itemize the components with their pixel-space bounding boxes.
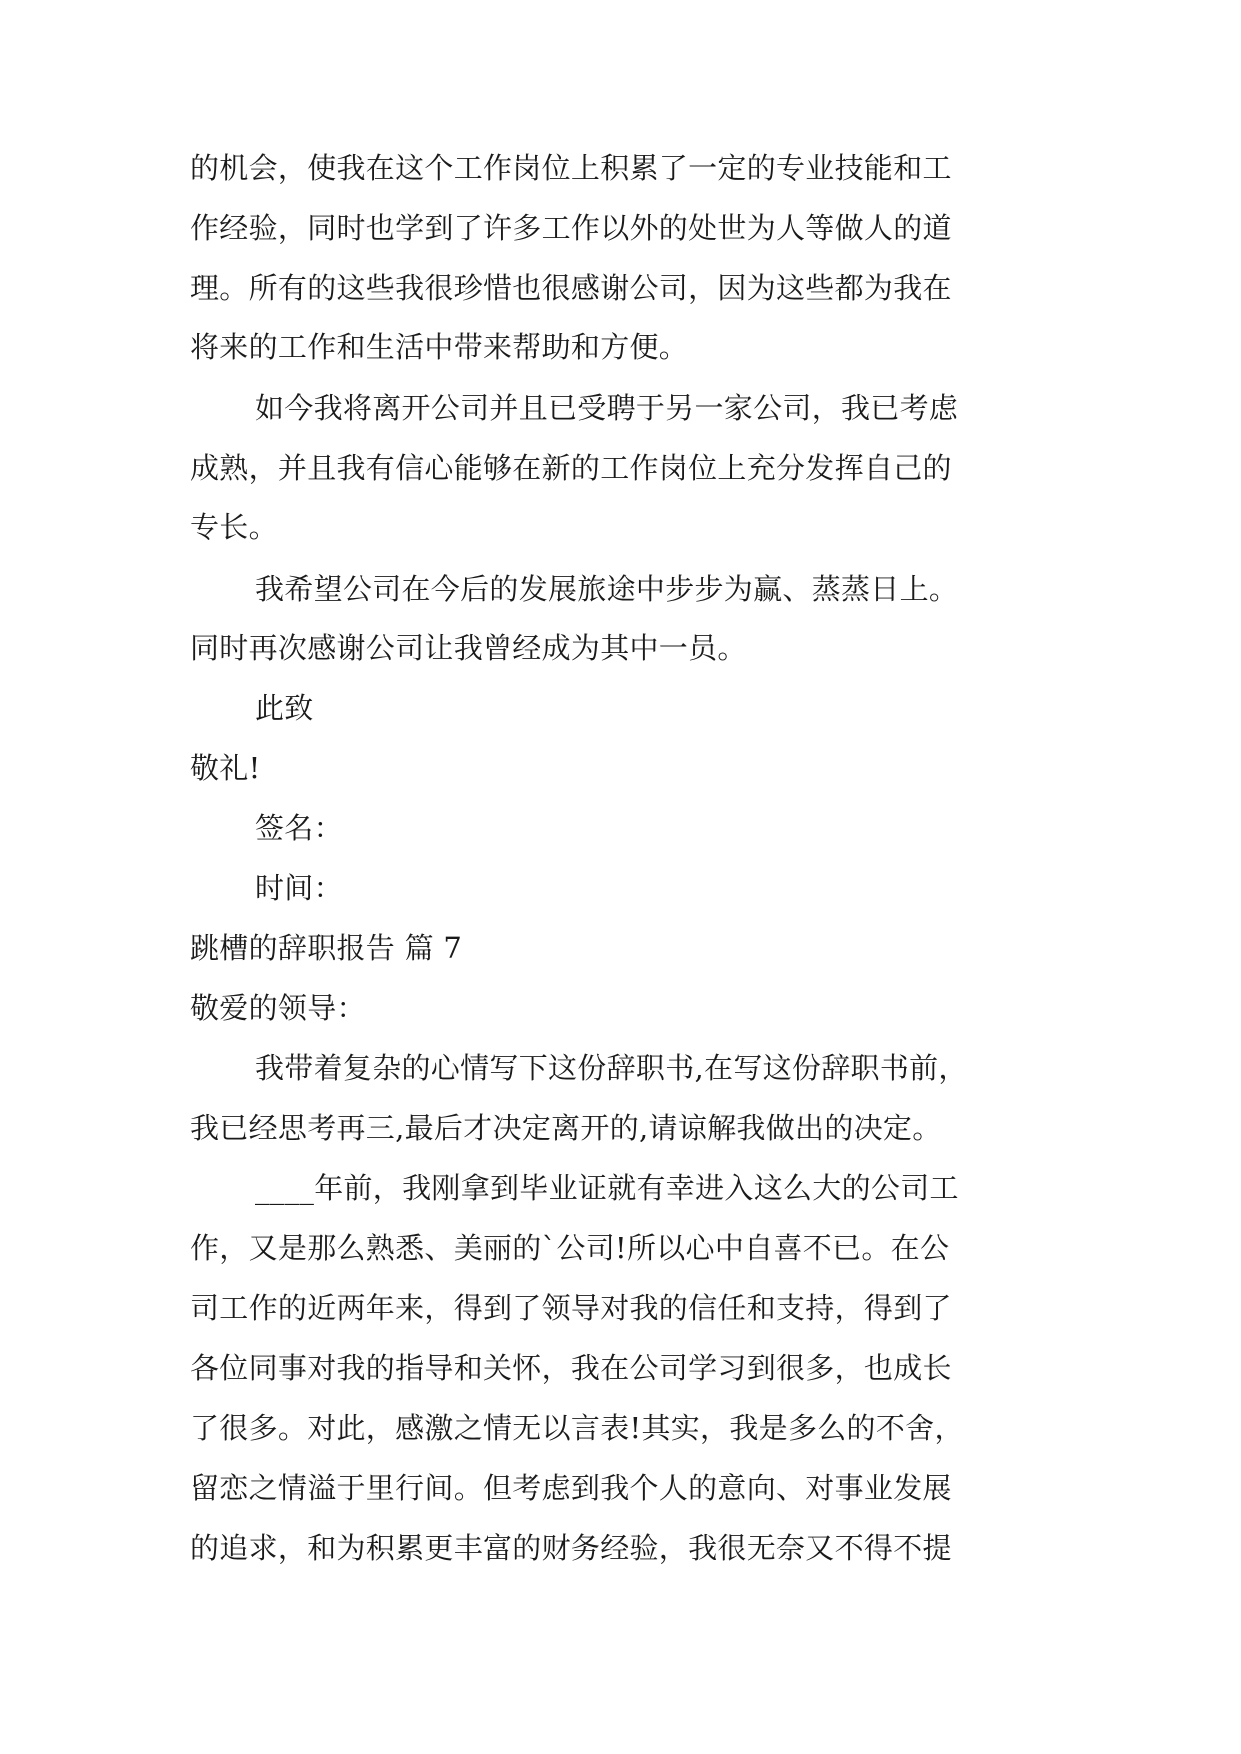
paragraph-first-line: ____年前，我刚拿到毕业证就有幸进入这么大的公司工	[255, 1171, 959, 1205]
text-line: 司工作的近两年来，得到了领导对我的信任和支持，得到了	[190, 1291, 952, 1325]
text-line: 作，又是那么熟悉、美丽的`公司!所以心中自喜不已。在公	[190, 1231, 950, 1265]
text-line: 的追求，和为积累更丰富的财务经验，我很无奈又不得不提	[190, 1531, 952, 1565]
text-line: 专长。	[190, 510, 278, 544]
text-line: 作经验，同时也学到了许多工作以外的处世为人等做人的道	[190, 211, 952, 245]
text-line: 的机会，使我在这个工作岗位上积累了一定的专业技能和工	[190, 151, 952, 185]
signature-label: 签名：	[255, 811, 343, 845]
text-line: 了很多。对此，感激之情无以言表!其实，我是多么的不舍，	[190, 1411, 964, 1445]
text-line: 各位同事对我的指导和关怀，我在公司学习到很多，也成长	[190, 1351, 952, 1385]
paragraph-first-line: 如今我将离开公司并且已受聘于另一家公司，我已考虑	[255, 391, 959, 425]
paragraph-first-line: 我希望公司在今后的发展旅途中步步为赢、蒸蒸日上。	[255, 572, 959, 606]
closing-regards: 敬礼!	[190, 751, 261, 785]
text-line: 留恋之情溢于里行间。但考虑到我个人的意向、对事业发展	[190, 1471, 952, 1505]
text-line: 将来的工作和生活中带来帮助和方便。	[190, 330, 689, 364]
text-line: 我已经思考再三,最后才决定离开的,请谅解我做出的决定。	[190, 1111, 942, 1145]
text-line: 理。所有的这些我很珍惜也很感谢公司，因为这些都为我在	[190, 271, 952, 305]
section-title: 跳槽的辞职报告 篇 7	[190, 931, 463, 965]
paragraph-first-line: 我带着复杂的心情写下这份辞职书,在写这份辞职书前，	[255, 1051, 968, 1085]
letter-greeting: 敬爱的领导：	[190, 991, 366, 1025]
text-line: 同时再次感谢公司让我曾经成为其中一员。	[190, 631, 747, 665]
closing-salutation: 此致	[255, 691, 314, 725]
text-line: 成熟，并且我有信心能够在新的工作岗位上充分发挥自己的	[190, 451, 952, 485]
date-label: 时间：	[255, 871, 343, 905]
